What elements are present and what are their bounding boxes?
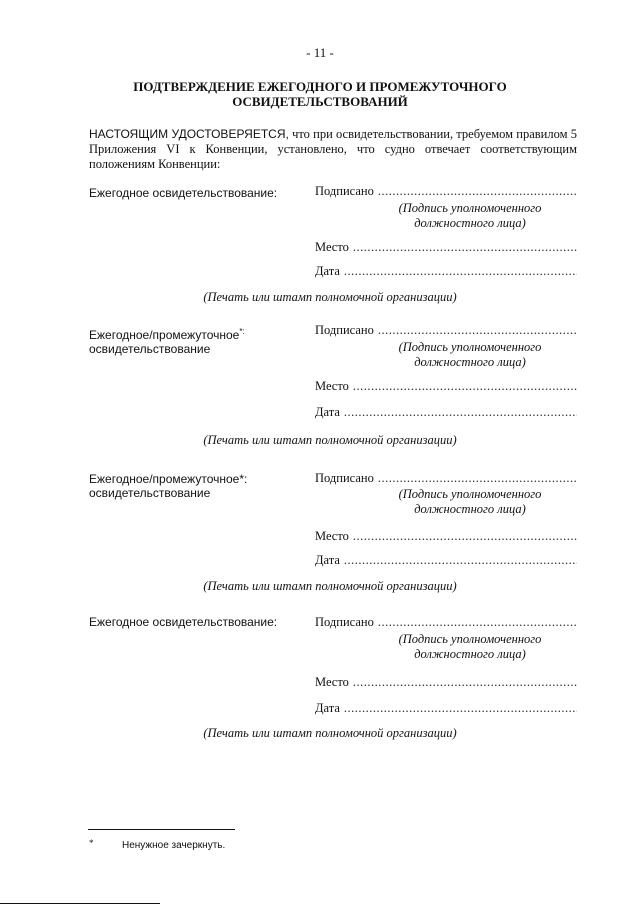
endorsement-block-2 xyxy=(0,323,640,453)
signature-dotted-line[interactable] xyxy=(378,615,577,630)
seal-caption: (Печать или штамп полномочной организации) xyxy=(203,290,457,304)
statement-caps: НАСТОЯЩИМ УДОСТОВЕРЯЕТСЯ, xyxy=(89,127,289,141)
place-field[interactable] xyxy=(315,529,577,544)
signature-hint-line-1: (Подпись уполномоченного xyxy=(398,201,542,215)
signed-label: Подписано xyxy=(315,323,374,337)
date-dotted-line[interactable] xyxy=(344,405,577,420)
signed-label: Подписано xyxy=(315,184,374,198)
signature-hint xyxy=(360,632,580,662)
date-field[interactable] xyxy=(315,405,577,420)
place-field[interactable] xyxy=(315,379,577,394)
survey-type-line-1: Ежегодное/промежуточное xyxy=(89,328,240,342)
date-label: Дата xyxy=(315,264,340,278)
signature-hint xyxy=(360,340,580,370)
endorsement-block-1 xyxy=(0,184,640,314)
date-field[interactable] xyxy=(315,701,577,716)
date-dotted-line[interactable] xyxy=(344,553,577,568)
signed-field[interactable] xyxy=(315,615,577,630)
footnote-asterisk: *: xyxy=(239,327,245,336)
page-bottom-rule xyxy=(0,903,160,904)
survey-type xyxy=(89,325,289,356)
statement-text: что при освидетельствовании, требуемом правилом 5 Приложения VI к Конвенции, установлено, что судно отвечает соответствующим положениям Конвенции: xyxy=(89,127,577,171)
survey-type xyxy=(89,615,289,629)
seal-caption: (Печать или штамп полномочной организации) xyxy=(203,433,457,447)
signature-hint xyxy=(360,201,580,231)
place-field[interactable] xyxy=(315,675,577,690)
survey-type-line-2: освидетельствование xyxy=(89,342,211,356)
date-dotted-line[interactable] xyxy=(344,264,577,279)
seal-caption: (Печать или штамп полномочной организации) xyxy=(203,579,457,593)
survey-type-line-1: Ежегодное освидетельствование: xyxy=(89,186,278,200)
footnote-asterisk: *: xyxy=(239,472,248,486)
place-label: Место xyxy=(315,240,349,254)
signature-hint-line-1: (Подпись уполномоченного xyxy=(398,487,542,501)
signature-hint-line-2: должностного лица) xyxy=(414,502,526,516)
endorsement-block-4 xyxy=(0,613,640,743)
survey-type xyxy=(89,186,289,200)
page-number: - 11 - xyxy=(306,45,334,60)
certification-statement xyxy=(89,127,577,172)
date-label: Дата xyxy=(315,553,340,567)
date-field[interactable] xyxy=(315,264,577,279)
signed-label: Подписано xyxy=(315,615,374,629)
footnote-separator xyxy=(88,829,235,830)
signed-field[interactable] xyxy=(315,184,577,199)
survey-type xyxy=(89,472,289,500)
signature-dotted-line[interactable] xyxy=(378,184,577,199)
signed-field[interactable] xyxy=(315,323,577,338)
signature-hint-line-2: должностного лица) xyxy=(414,355,526,369)
signature-hint-line-2: должностного лица) xyxy=(414,647,526,661)
document-title xyxy=(100,79,540,109)
survey-type-line-1: Ежегодное/промежуточное xyxy=(89,472,240,486)
footnote-text: Ненужное зачеркнуть. xyxy=(122,840,226,851)
place-dotted-line[interactable] xyxy=(353,240,577,255)
date-dotted-line[interactable] xyxy=(344,701,577,716)
seal-caption: (Печать или штамп полномочной организации) xyxy=(203,726,457,740)
place-label: Место xyxy=(315,379,349,393)
place-dotted-line[interactable] xyxy=(353,529,577,544)
survey-type-line-2: освидетельствование xyxy=(89,486,211,500)
date-label: Дата xyxy=(315,405,340,419)
place-label: Место xyxy=(315,529,349,543)
date-field[interactable] xyxy=(315,553,577,568)
signature-hint-line-1: (Подпись уполномоченного xyxy=(398,632,542,646)
signed-label: Подписано xyxy=(315,471,374,485)
place-dotted-line[interactable] xyxy=(353,379,577,394)
signature-hint-line-2: должностного лица) xyxy=(414,216,526,230)
signature-dotted-line[interactable] xyxy=(378,323,577,338)
endorsement-block-3 xyxy=(0,471,640,601)
footnote-mark: * xyxy=(89,838,94,848)
date-label: Дата xyxy=(315,701,340,715)
signature-hint-line-1: (Подпись уполномоченного xyxy=(398,340,542,354)
place-label: Место xyxy=(315,675,349,689)
signed-field[interactable] xyxy=(315,471,577,486)
signature-hint xyxy=(360,487,580,517)
place-dotted-line[interactable] xyxy=(353,675,577,690)
title-line-2: ОСВИДЕТЕЛЬСТВОВАНИЙ xyxy=(232,94,408,109)
signature-dotted-line[interactable] xyxy=(378,471,577,486)
survey-type-line-1: Ежегодное освидетельствование: xyxy=(89,615,278,629)
title-line-1: ПОДТВЕРЖДЕНИЕ ЕЖЕГОДНОГО И ПРОМЕЖУТОЧНОГО xyxy=(133,79,507,94)
place-field[interactable] xyxy=(315,240,577,255)
